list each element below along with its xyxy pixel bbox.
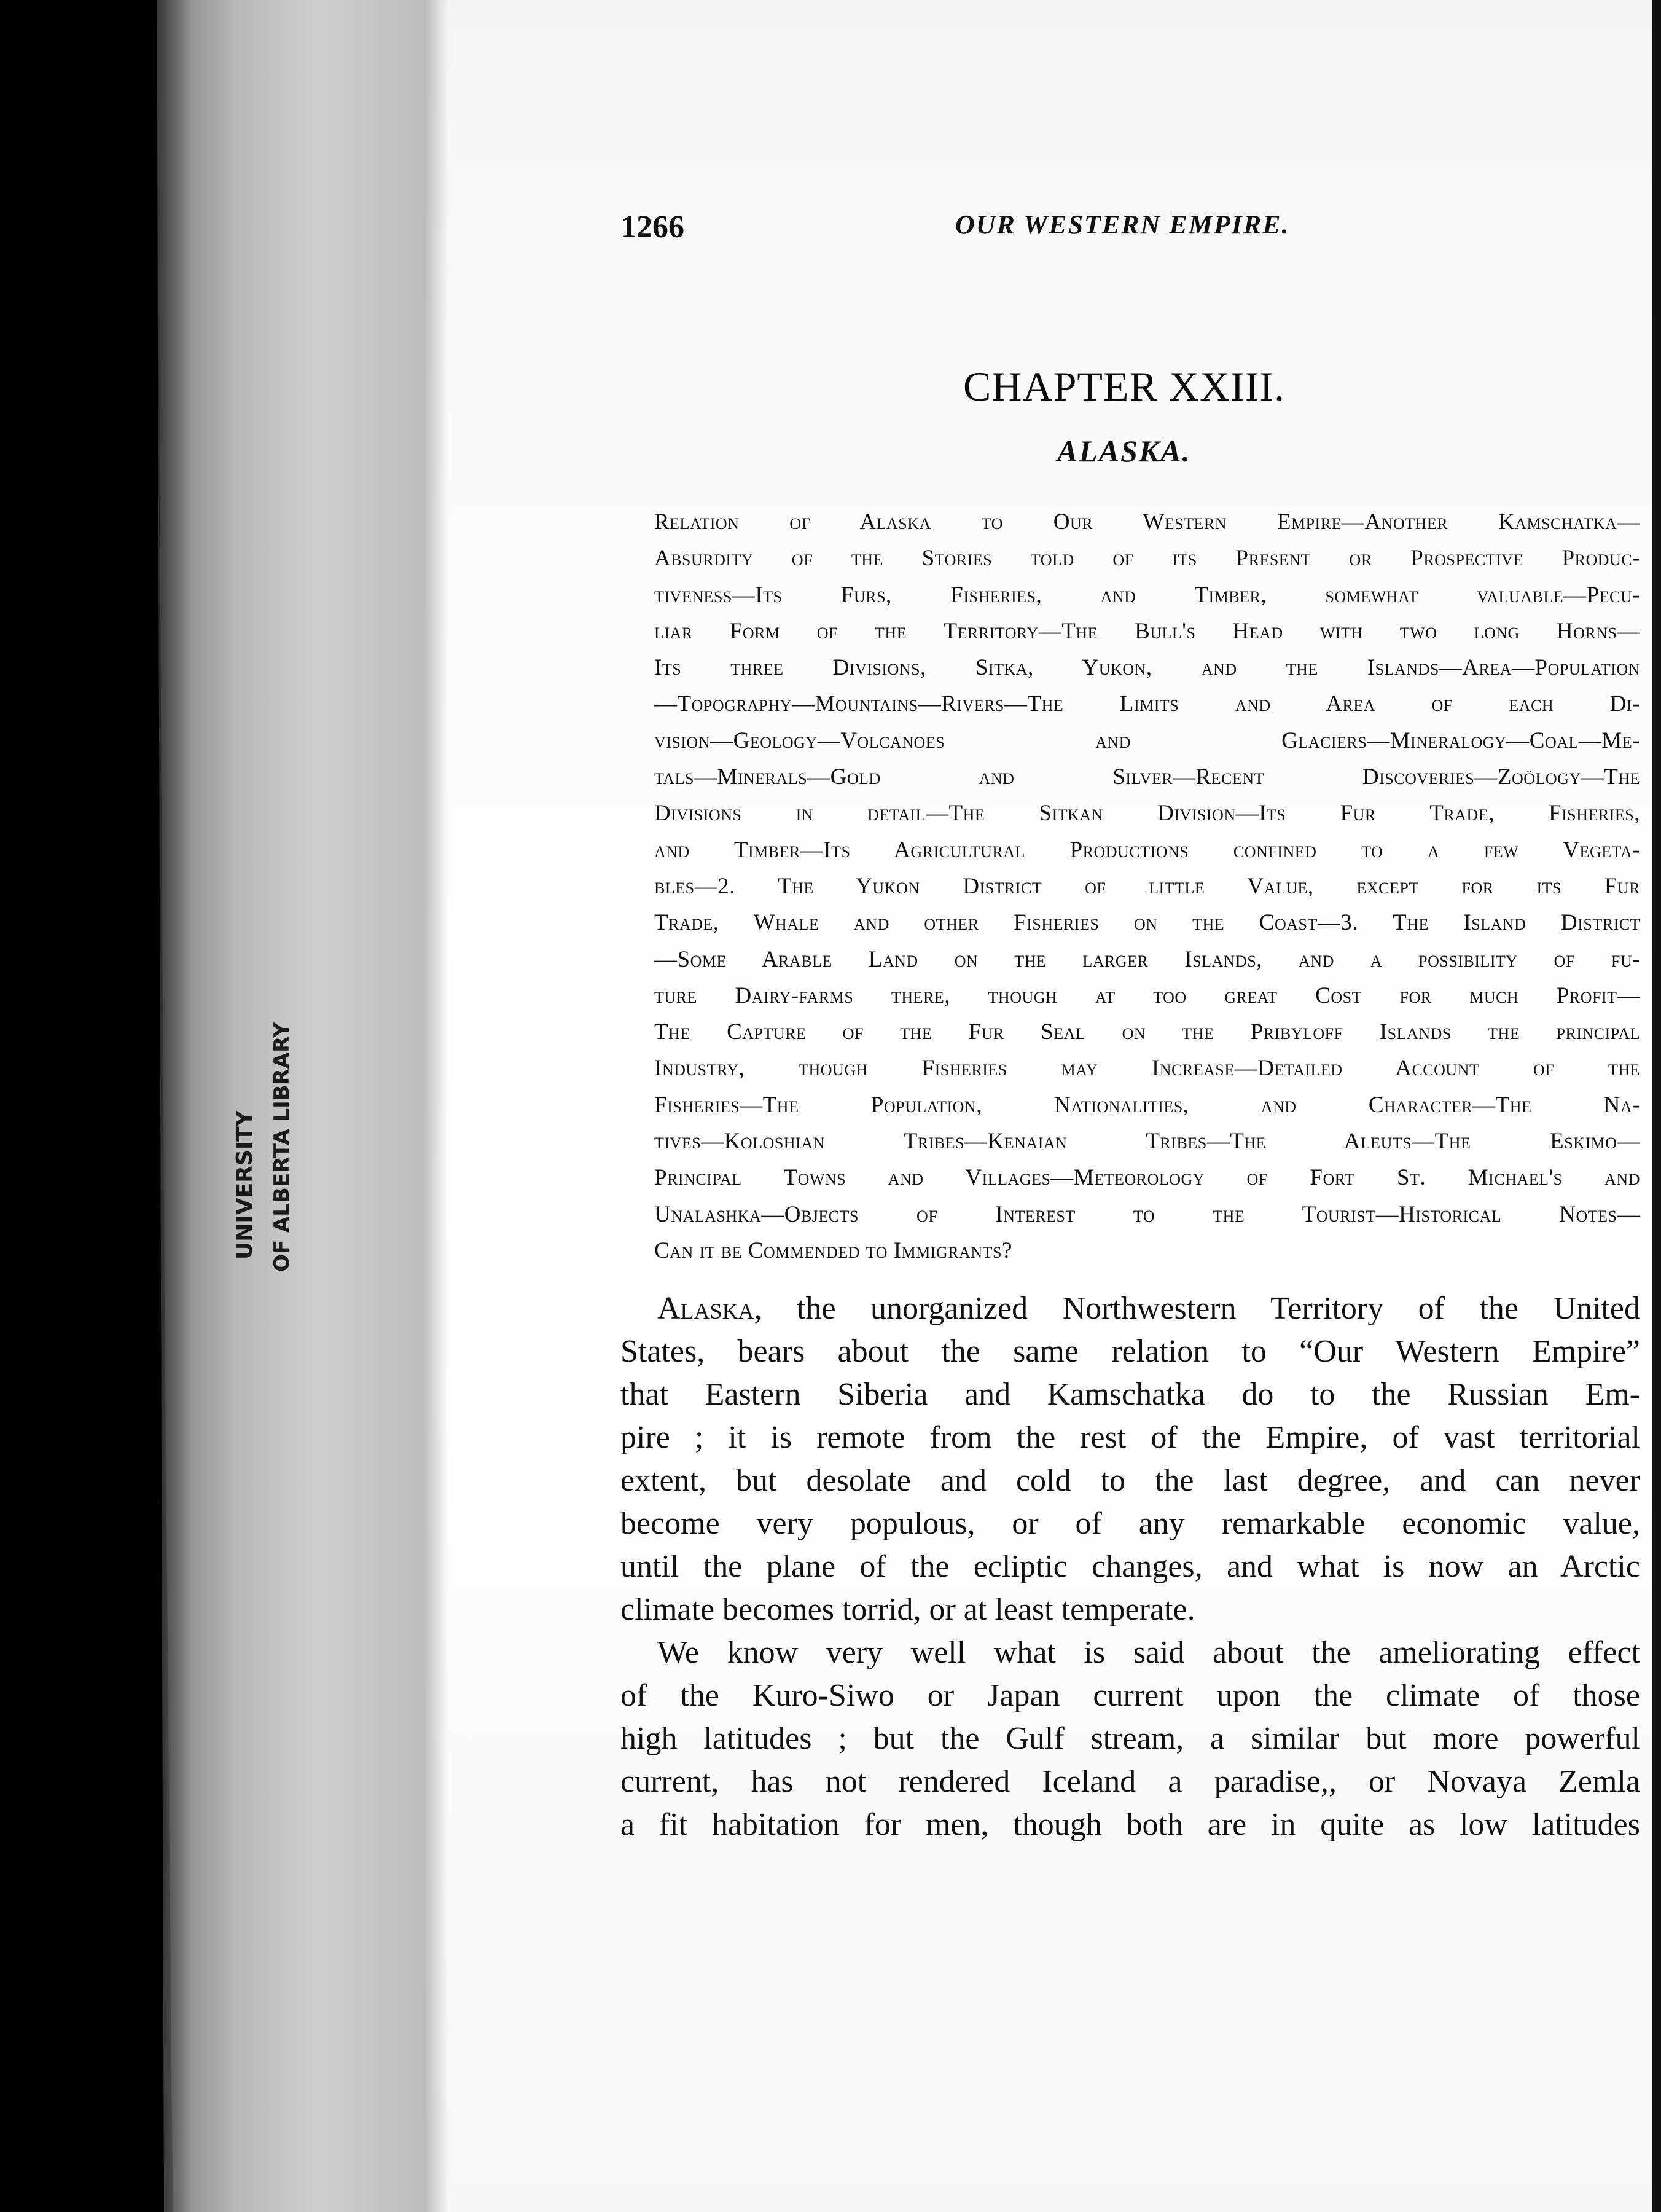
stamp-line-university: UNIVERSITY bbox=[232, 1110, 257, 1260]
book-spine-shadow bbox=[157, 0, 193, 2212]
summary-line: Fisheries—The Population, Nationalities, and Character—The Na- bbox=[654, 1092, 1640, 1118]
summary-line: Its three Divisions, Sitka, Yukon, and the Islands—Area—Population bbox=[654, 655, 1640, 681]
body-line: that Eastern Siberia and Kamschatka do to the Russian Em- bbox=[620, 1377, 1640, 1412]
body-line: a fit habitation for men, though both are in quite as low latitudes bbox=[620, 1807, 1640, 1842]
summary-line: Unalashka—Objects of Interest to the Tourist—Historical Notes— bbox=[654, 1201, 1640, 1227]
body-line: become very populous, or of any remarkable economic value, bbox=[620, 1506, 1640, 1541]
summary-line: tives—Koloshian Tribes—Kenaian Tribes—The Aleuts—The Eskimo— bbox=[654, 1129, 1640, 1155]
summary-line: and Timber—Its Agricultural Productions confined to a few Vegeta- bbox=[654, 837, 1640, 863]
summary-line: —Some Arable Land on the larger Islands, and a possibility of fu- bbox=[654, 946, 1640, 972]
body-line: States, bears about the same relation to “Our Western Empire” bbox=[620, 1334, 1640, 1369]
running-title: OUR WESTERN EMPIRE. bbox=[955, 210, 1290, 240]
summary-line: Principal Towns and Villages—Meteorology of Fort St. Michael's and bbox=[654, 1165, 1640, 1191]
page-number: 1266 bbox=[620, 210, 684, 245]
body-line-first bbox=[620, 1287, 1640, 1330]
summary-line: Can it be Commended to Immigrants? bbox=[654, 1237, 1012, 1263]
summary-line: —Topography—Mountains—Rivers—The Limits and Area of each Di- bbox=[654, 691, 1640, 717]
library-stamp bbox=[221, 952, 307, 1272]
body-line: pire ; it is remote from the rest of the Empire, of vast territorial bbox=[620, 1420, 1640, 1455]
body-line: until the plane of the ecliptic changes, and what is now an Arctic bbox=[620, 1549, 1640, 1584]
scan-right-border bbox=[1652, 0, 1661, 2212]
summary-line: bles—2. The Yukon District of little Value, except for its Fur bbox=[654, 873, 1640, 899]
lead-word: Alaska, bbox=[657, 1291, 762, 1326]
body-line: extent, but desolate and cold to the last degree, and can never bbox=[620, 1463, 1640, 1498]
summary-line: tals—Minerals—Gold and Silver—Recent Discoveries—Zoölogy—The bbox=[654, 764, 1640, 790]
body-line: current, has not rendered Iceland a paradise,, or Novaya Zemla bbox=[620, 1764, 1640, 1799]
summary-line: The Capture of the Fur Seal on the Pribyloff Islands the principal bbox=[654, 1019, 1640, 1045]
body-text bbox=[620, 1287, 1640, 1846]
summary-line: tiveness—Its Furs, Fisheries, and Timber, somewhat valuable—Pecu- bbox=[654, 582, 1640, 608]
summary-line: vision—Geology—Volcanoes and Glaciers—Mineralogy—Coal—Me- bbox=[654, 728, 1640, 753]
summary-line: Relation of Alaska to Our Western Empire—Another Kamschatka— bbox=[654, 509, 1640, 535]
chapter-heading: CHAPTER XXIII. bbox=[963, 363, 1285, 410]
summary-line: Industry, though Fisheries may Increase—Detailed Account of the bbox=[654, 1056, 1640, 1081]
chapter-summary bbox=[654, 504, 1640, 1269]
body-line: of the Kuro-Siwo or Japan current upon the climate of those bbox=[620, 1678, 1640, 1713]
summary-line: Absurdity of the Stories told of its Present or Prospective Produc- bbox=[654, 546, 1640, 571]
body-line: climate becomes torrid, or at least temperate. bbox=[620, 1592, 1195, 1627]
body-line-first-rest: the unorganized Northwestern Territory of the United bbox=[762, 1291, 1640, 1326]
body-line: We know very well what is said about the ameliorating effect bbox=[657, 1635, 1640, 1670]
summary-line: liar Form of the Territory—The Bull's Head with two long Horns— bbox=[654, 618, 1640, 644]
body-line: high latitudes ; but the Gulf stream, a similar but more powerful bbox=[620, 1721, 1640, 1756]
summary-line: Divisions in detail—The Sitkan Division—Its Fur Trade, Fisheries, bbox=[654, 801, 1640, 826]
summary-line: ture Dairy-farms there, though at too great Cost for much Profit— bbox=[654, 982, 1640, 1008]
stamp-line-library: OF ALBERTA LIBRARY bbox=[270, 1022, 294, 1272]
chapter-subtitle: ALASKA. bbox=[1057, 434, 1192, 468]
page-gutter-shadow bbox=[424, 0, 448, 2212]
summary-line: Trade, Whale and other Fisheries on the Coast—3. The Island District bbox=[654, 910, 1640, 936]
